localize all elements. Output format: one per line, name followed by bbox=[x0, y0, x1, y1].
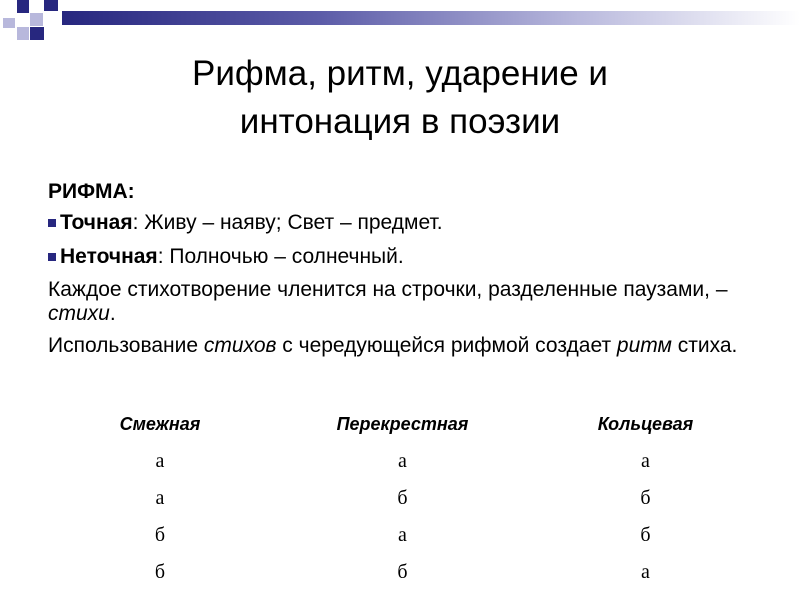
bullet-text bbox=[60, 244, 404, 270]
paragraph-text: с чередующейся рифмой создает bbox=[276, 334, 617, 357]
decor-square bbox=[17, 27, 29, 40]
bullet-text bbox=[60, 210, 443, 236]
bullet-detail: : Полночью – солнечный. bbox=[157, 245, 404, 268]
bullet-detail: : Живу – наяву; Свет – предмет. bbox=[132, 211, 443, 234]
table-cell: а bbox=[398, 524, 407, 546]
decor-square bbox=[44, 0, 58, 11]
column-header: Смежная bbox=[119, 413, 201, 434]
bullet-term: Точная bbox=[60, 211, 133, 234]
table-cell: б bbox=[154, 561, 166, 583]
slide-header-decoration bbox=[0, 0, 800, 50]
paragraph-text: Каждое стихотворение членится на строчки, разделенные паузами, – bbox=[48, 278, 728, 301]
decor-square bbox=[17, 0, 29, 13]
table-cell: а bbox=[641, 450, 650, 472]
slide-title-line: Рифма, ритм, ударение и bbox=[191, 54, 608, 93]
decor-gradient-bar bbox=[62, 11, 800, 25]
table-cell: б bbox=[640, 487, 651, 509]
slide-title bbox=[60, 50, 740, 146]
table-row bbox=[40, 443, 766, 480]
table-cell: б bbox=[397, 487, 408, 509]
square-bullet-icon bbox=[48, 219, 56, 227]
square-bullet-icon bbox=[48, 253, 56, 261]
table-row bbox=[40, 517, 766, 554]
column-header: Кольцевая bbox=[597, 413, 694, 434]
table-cell: а bbox=[398, 450, 407, 472]
paragraph-emphasis: стихов bbox=[203, 334, 277, 357]
table-row bbox=[40, 554, 766, 591]
table-cell: б bbox=[640, 524, 651, 546]
table-row bbox=[40, 480, 766, 517]
paragraph-text: Использование bbox=[48, 334, 204, 357]
table-cell: а bbox=[155, 487, 165, 509]
paragraph-text: стиха. bbox=[671, 334, 738, 357]
table-header-row bbox=[40, 405, 766, 443]
decor-square bbox=[3, 18, 15, 28]
paragraph-emphasis: ритм bbox=[616, 334, 672, 357]
paragraph bbox=[48, 334, 788, 358]
table-cell: б bbox=[397, 561, 408, 583]
bullet-term: Неточная bbox=[60, 245, 158, 268]
table-cell: б bbox=[154, 524, 166, 546]
slide-title-line: интонация в поэзии bbox=[239, 102, 561, 141]
rhyme-scheme-table bbox=[40, 405, 766, 591]
table-cell: а bbox=[641, 561, 650, 583]
section-heading: РИФМА: bbox=[48, 180, 135, 203]
bullet-item bbox=[48, 244, 788, 270]
paragraph-text: . bbox=[109, 302, 116, 325]
table-cell: а bbox=[155, 450, 165, 472]
slide-body bbox=[48, 178, 788, 366]
paragraph-emphasis: стихи bbox=[48, 302, 110, 325]
decor-square bbox=[30, 13, 43, 26]
column-header: Перекрестная bbox=[336, 413, 469, 434]
paragraph bbox=[48, 278, 788, 326]
bullet-item bbox=[48, 210, 788, 236]
decor-square bbox=[30, 27, 44, 40]
